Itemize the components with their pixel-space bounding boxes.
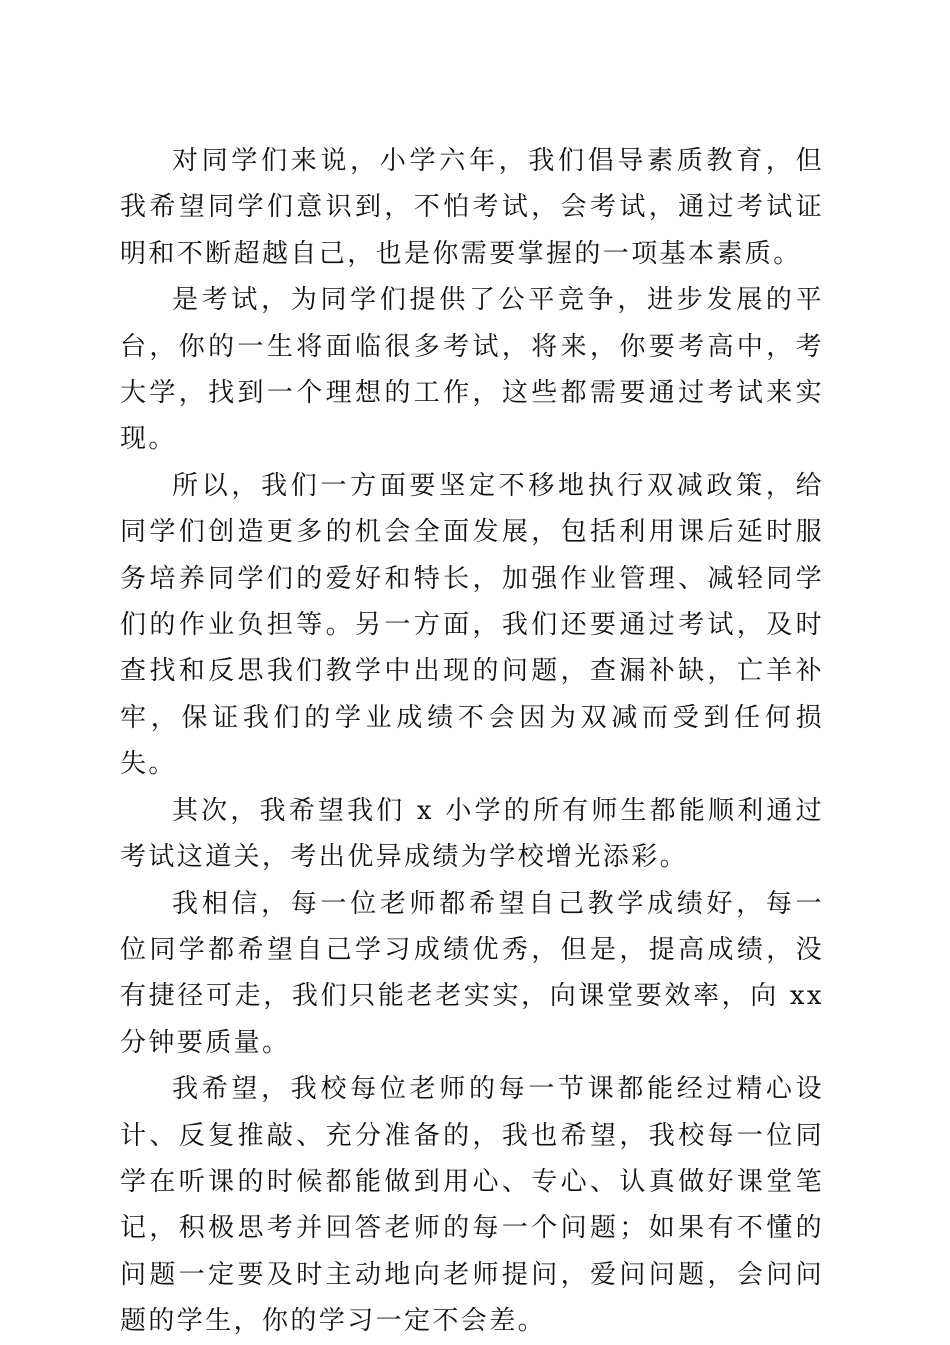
paragraph-3: 所以，我们一方面要坚定不移地执行双减政策，给同学们创造更多的机会全面发展，包括利用课后延时服务培养同学们的爱好和特长，加强作业管理、减轻同学们的作业负担等。另一方面，我们还要通过考试，及时查找和反思我们教学中出现的问题，查漏补缺，亡羊补牢，保证我们的学业成绩不会因为双减而受到任何损失。	[120, 470, 824, 780]
paragraph-5: 我相信，每一位老师都希望自己教学成绩好，每一位同学都希望自己学习成绩优秀，但是，提高成绩，没有捷径可走，我们只能老老实实，向课堂要效率，向 xx 分钟要质量。	[120, 888, 824, 1058]
paragraph-6: 我希望，我校每位老师的每一节课都能经过精心设计、反复推敲、充分准备的，我也希望，我校每一位同学在听课的时候都能做到用心、专心、认真做好课堂笔记，积极思考并回答老师的每一个问题；如果有不懂的问题一定要及时主动地向老师提问，爱问问题，会问问题的学生，你的学习一定不会差。	[120, 1074, 824, 1337]
paragraph-2: 是考试，为同学们提供了公平竞争，进步发展的平台，你的一生将面临很多考试，将来，你要考高中，考大学，找到一个理想的工作，这些都需要通过考试来实现。	[120, 285, 824, 455]
paragraph-4: 其次，我希望我们 x 小学的所有师生都能顺利通过考试这道关，考出优异成绩为学校增光添彩。	[120, 795, 824, 873]
paragraph-1: 对同学们来说，小学六年，我们倡导素质教育，但我希望同学们意识到，不怕考试，会考试，通过考试证明和不断超越自己，也是你需要掌握的一项基本素质。	[120, 146, 824, 269]
document-body	[120, 138, 824, 1345]
